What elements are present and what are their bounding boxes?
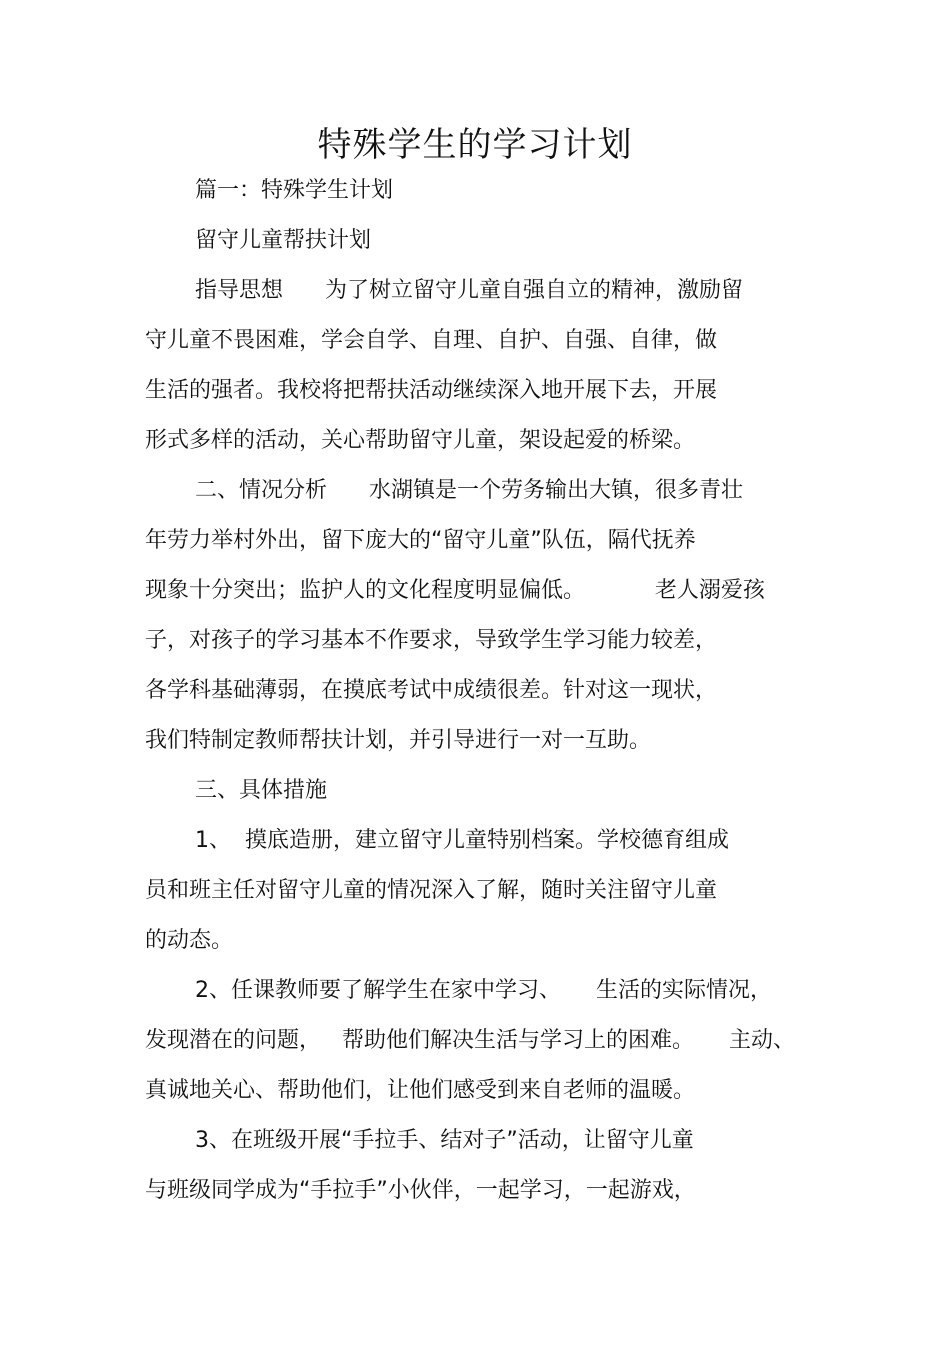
text-line: 年劳力举村外出，留下庞大的“留守儿童”队伍，隔代抚养 — [145, 528, 696, 553]
text-line: 的动态。 — [145, 928, 234, 953]
text-line: 员和班主任对留守儿童的情况深入了解，随时关注留守儿童 — [145, 878, 718, 903]
text-line: 子，对孩子的学习基本不作要求，导致学生学习能力较差， — [145, 628, 718, 653]
text-line: 真诚地关心、帮助他们，让他们感受到来自老师的温暖。 — [145, 1078, 696, 1103]
text-line: 三、具体措施 — [195, 778, 328, 803]
text-line: 各学科基础薄弱，在摸底考试中成绩很差。针对这一现状， — [145, 678, 718, 703]
text-line: 2、任课教师要了解学生在家中学习、 生活的实际情况， — [195, 978, 772, 1003]
text-line: 与班级同学成为“手拉手”小伙伴，一起学习，一起游戏， — [145, 1178, 696, 1203]
text-line: 我们特制定教师帮扶计划，并引导进行一对一互助。 — [145, 728, 652, 753]
text-line: 二、情况分析 水湖镇是一个劳务输出大镇，很多青壮 — [195, 478, 743, 503]
text-line: 3、在班级开展“手拉手、结对子”活动，让留守儿童 — [195, 1128, 694, 1153]
document-title: 特殊学生的学习计划 — [317, 125, 633, 165]
text-line: 发现潜在的问题， 帮助他们解决生活与学习上的困难。 主动、 — [145, 1028, 795, 1053]
text-line: 1、 摸底造册，建立留守儿童特别档案。学校德育组成 — [195, 828, 729, 853]
text-line: 形式多样的活动，关心帮助留守儿童，架设起爱的桥梁。 — [145, 428, 696, 453]
text-line: 篇一：特殊学生计划 — [195, 178, 394, 203]
text-line: 守儿童不畏困难，学会自学、自理、自护、自强、自律，做 — [145, 328, 718, 353]
text-line: 指导思想 为了树立留守儿童自强自立的精神，激励留 — [195, 278, 743, 303]
text-line: 生活的强者。我校将把帮扶活动继续深入地开展下去，开展 — [145, 378, 718, 403]
text-line: 现象十分突出；监护人的文化程度明显偏低。 老人溺爱孩 — [145, 578, 765, 603]
text-line: 留守儿童帮扶计划 — [195, 228, 372, 253]
